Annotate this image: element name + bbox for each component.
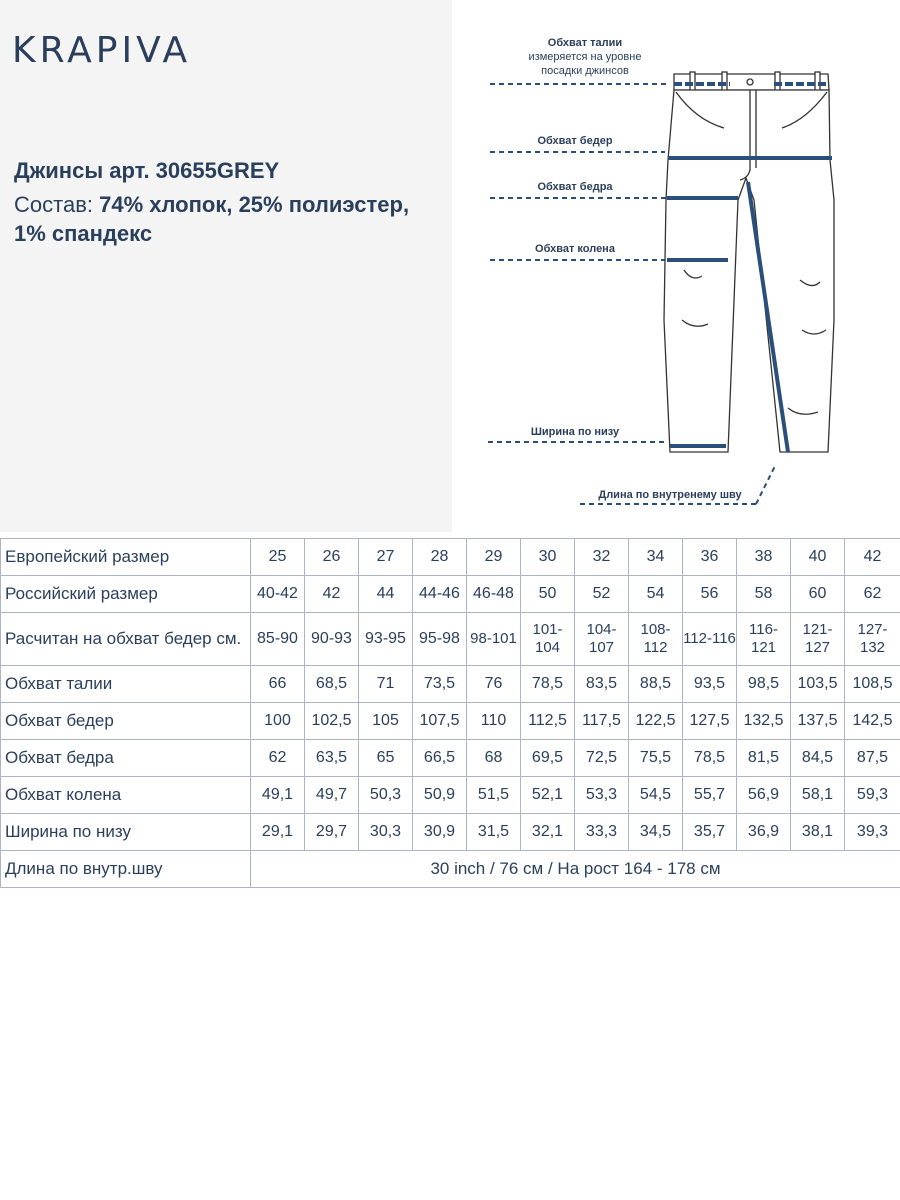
table-row	[1, 703, 900, 740]
brand-logo: KRAPIVA	[12, 30, 192, 71]
table-row	[1, 814, 900, 851]
table-cell: 27	[359, 539, 413, 576]
table-cell: 30,9	[413, 814, 467, 851]
table-row	[1, 576, 900, 613]
table-cell: 93,5	[683, 666, 737, 703]
table-cell: 25	[251, 539, 305, 576]
table-cell: 75,5	[629, 740, 683, 777]
table-cell: 78,5	[521, 666, 575, 703]
table-cell: 112,5	[521, 703, 575, 740]
row-label: Расчитан на обхват бедер см.	[1, 613, 251, 666]
row-label: Обхват талии	[1, 666, 251, 703]
table-cell: 66,5	[413, 740, 467, 777]
table-cell: 32	[575, 539, 629, 576]
table-cell: 29,1	[251, 814, 305, 851]
table-cell: 95-98	[413, 613, 467, 666]
table-cell: 38	[737, 539, 791, 576]
table-cell: 137,5	[791, 703, 845, 740]
table-cell: 58,1	[791, 777, 845, 814]
label-inseam: Длина по внутренему шву	[598, 489, 742, 501]
table-cell: 87,5	[845, 740, 900, 777]
table-cell: 88,5	[629, 666, 683, 703]
table-row	[1, 740, 900, 777]
table-cell: 34,5	[629, 814, 683, 851]
table-cell: 34	[629, 539, 683, 576]
table-cell: 68	[467, 740, 521, 777]
table-cell: 50,9	[413, 777, 467, 814]
table-cell: 62	[845, 576, 900, 613]
table-cell: 28	[413, 539, 467, 576]
table-cell: 107,5	[413, 703, 467, 740]
table-cell: 112-116	[683, 613, 737, 666]
table-cell: 49,7	[305, 777, 359, 814]
table-cell: 68,5	[305, 666, 359, 703]
table-cell: 58	[737, 576, 791, 613]
row-label: Российский размер	[1, 576, 251, 613]
table-cell: 98-101	[467, 613, 521, 666]
table-cell: 30,3	[359, 814, 413, 851]
label-hips: Обхват бедер	[537, 135, 613, 147]
row-label: Длина по внутр.шву	[1, 851, 251, 888]
table-cell: 62	[251, 740, 305, 777]
table-cell: 108,5	[845, 666, 900, 703]
table-cell: 121-127	[791, 613, 845, 666]
table-row	[1, 539, 900, 576]
table-cell: 40	[791, 539, 845, 576]
table-cell: 38,1	[791, 814, 845, 851]
row-label: Обхват колена	[1, 777, 251, 814]
jeans-diagram-svg	[470, 20, 900, 520]
row-label: Европейский размер	[1, 539, 251, 576]
row-label: Обхват бедра	[1, 740, 251, 777]
table-cell: 46-48	[467, 576, 521, 613]
composition-value: 74% хлопок, 25% полиэстер, 1% спандекс	[14, 192, 410, 246]
table-cell: 142,5	[845, 703, 900, 740]
table-cell: 105	[359, 703, 413, 740]
product-title: Джинсы арт. 30655GREY	[14, 158, 280, 183]
table-cell: 73,5	[413, 666, 467, 703]
table-cell: 66	[251, 666, 305, 703]
table-cell: 39,3	[845, 814, 900, 851]
size-table	[0, 538, 900, 888]
table-cell: 29,7	[305, 814, 359, 851]
table-row	[1, 777, 900, 814]
table-cell: 29	[467, 539, 521, 576]
table-cell: 63,5	[305, 740, 359, 777]
table-cell: 26	[305, 539, 359, 576]
table-cell: 84,5	[791, 740, 845, 777]
jeans-measurement-diagram	[470, 20, 900, 520]
table-cell: 42	[305, 576, 359, 613]
table-cell: 35,7	[683, 814, 737, 851]
table-cell: 108-112	[629, 613, 683, 666]
table-cell: 50,3	[359, 777, 413, 814]
table-cell: 60	[791, 576, 845, 613]
table-cell: 56	[683, 576, 737, 613]
table-cell: 54	[629, 576, 683, 613]
table-cell: 40-42	[251, 576, 305, 613]
table-cell: 59,3	[845, 777, 900, 814]
table-cell: 36	[683, 539, 737, 576]
row-label: Ширина по низу	[1, 814, 251, 851]
table-cell: 93-95	[359, 613, 413, 666]
label-hem: Ширина по низу	[530, 426, 620, 438]
inseam-pointer-line	[756, 464, 776, 504]
product-composition	[14, 190, 444, 248]
table-cell: 76	[467, 666, 521, 703]
table-cell: 65	[359, 740, 413, 777]
table-cell: 103,5	[791, 666, 845, 703]
table-cell: 110	[467, 703, 521, 740]
table-cell: 127-132	[845, 613, 900, 666]
table-cell: 132,5	[737, 703, 791, 740]
table-cell: 71	[359, 666, 413, 703]
table-cell: 83,5	[575, 666, 629, 703]
label-waist: Обхват талии	[547, 37, 623, 49]
table-cell: 127,5	[683, 703, 737, 740]
table-cell: 55,7	[683, 777, 737, 814]
table-cell: 100	[251, 703, 305, 740]
table-cell: 50	[521, 576, 575, 613]
table-cell: 117,5	[575, 703, 629, 740]
table-cell: 44	[359, 576, 413, 613]
table-cell: 31,5	[467, 814, 521, 851]
table-row	[1, 613, 900, 666]
table-cell: 81,5	[737, 740, 791, 777]
inseam-value: 30 inch / 76 см / На рост 164 - 178 см	[251, 851, 900, 888]
table-cell: 72,5	[575, 740, 629, 777]
table-cell: 36,9	[737, 814, 791, 851]
table-cell: 42	[845, 539, 900, 576]
table-cell: 101-104	[521, 613, 575, 666]
size-table-body	[1, 539, 900, 851]
table-cell: 52,1	[521, 777, 575, 814]
table-cell: 69,5	[521, 740, 575, 777]
table-cell: 53,3	[575, 777, 629, 814]
label-waist-note-2: посадки джинсов	[541, 65, 629, 77]
inseam-row	[1, 851, 900, 888]
table-cell: 52	[575, 576, 629, 613]
table-cell: 102,5	[305, 703, 359, 740]
table-cell: 78,5	[683, 740, 737, 777]
info-panel	[0, 0, 452, 532]
table-cell: 116-121	[737, 613, 791, 666]
table-row	[1, 666, 900, 703]
label-knee: Обхват колена	[535, 243, 615, 255]
label-thigh: Обхват бедра	[537, 181, 613, 193]
table-cell: 44-46	[413, 576, 467, 613]
table-cell: 85-90	[251, 613, 305, 666]
table-cell: 104-107	[575, 613, 629, 666]
table-cell: 98,5	[737, 666, 791, 703]
table-cell: 49,1	[251, 777, 305, 814]
table-cell: 122,5	[629, 703, 683, 740]
table-cell: 30	[521, 539, 575, 576]
table-cell: 54,5	[629, 777, 683, 814]
table-cell: 56,9	[737, 777, 791, 814]
label-waist-note-1: измеряется на уровне	[528, 51, 642, 63]
table-cell: 51,5	[467, 777, 521, 814]
table-cell: 32,1	[521, 814, 575, 851]
row-label: Обхват бедер	[1, 703, 251, 740]
table-cell: 90-93	[305, 613, 359, 666]
table-cell: 33,3	[575, 814, 629, 851]
composition-label: Состав:	[14, 192, 100, 217]
